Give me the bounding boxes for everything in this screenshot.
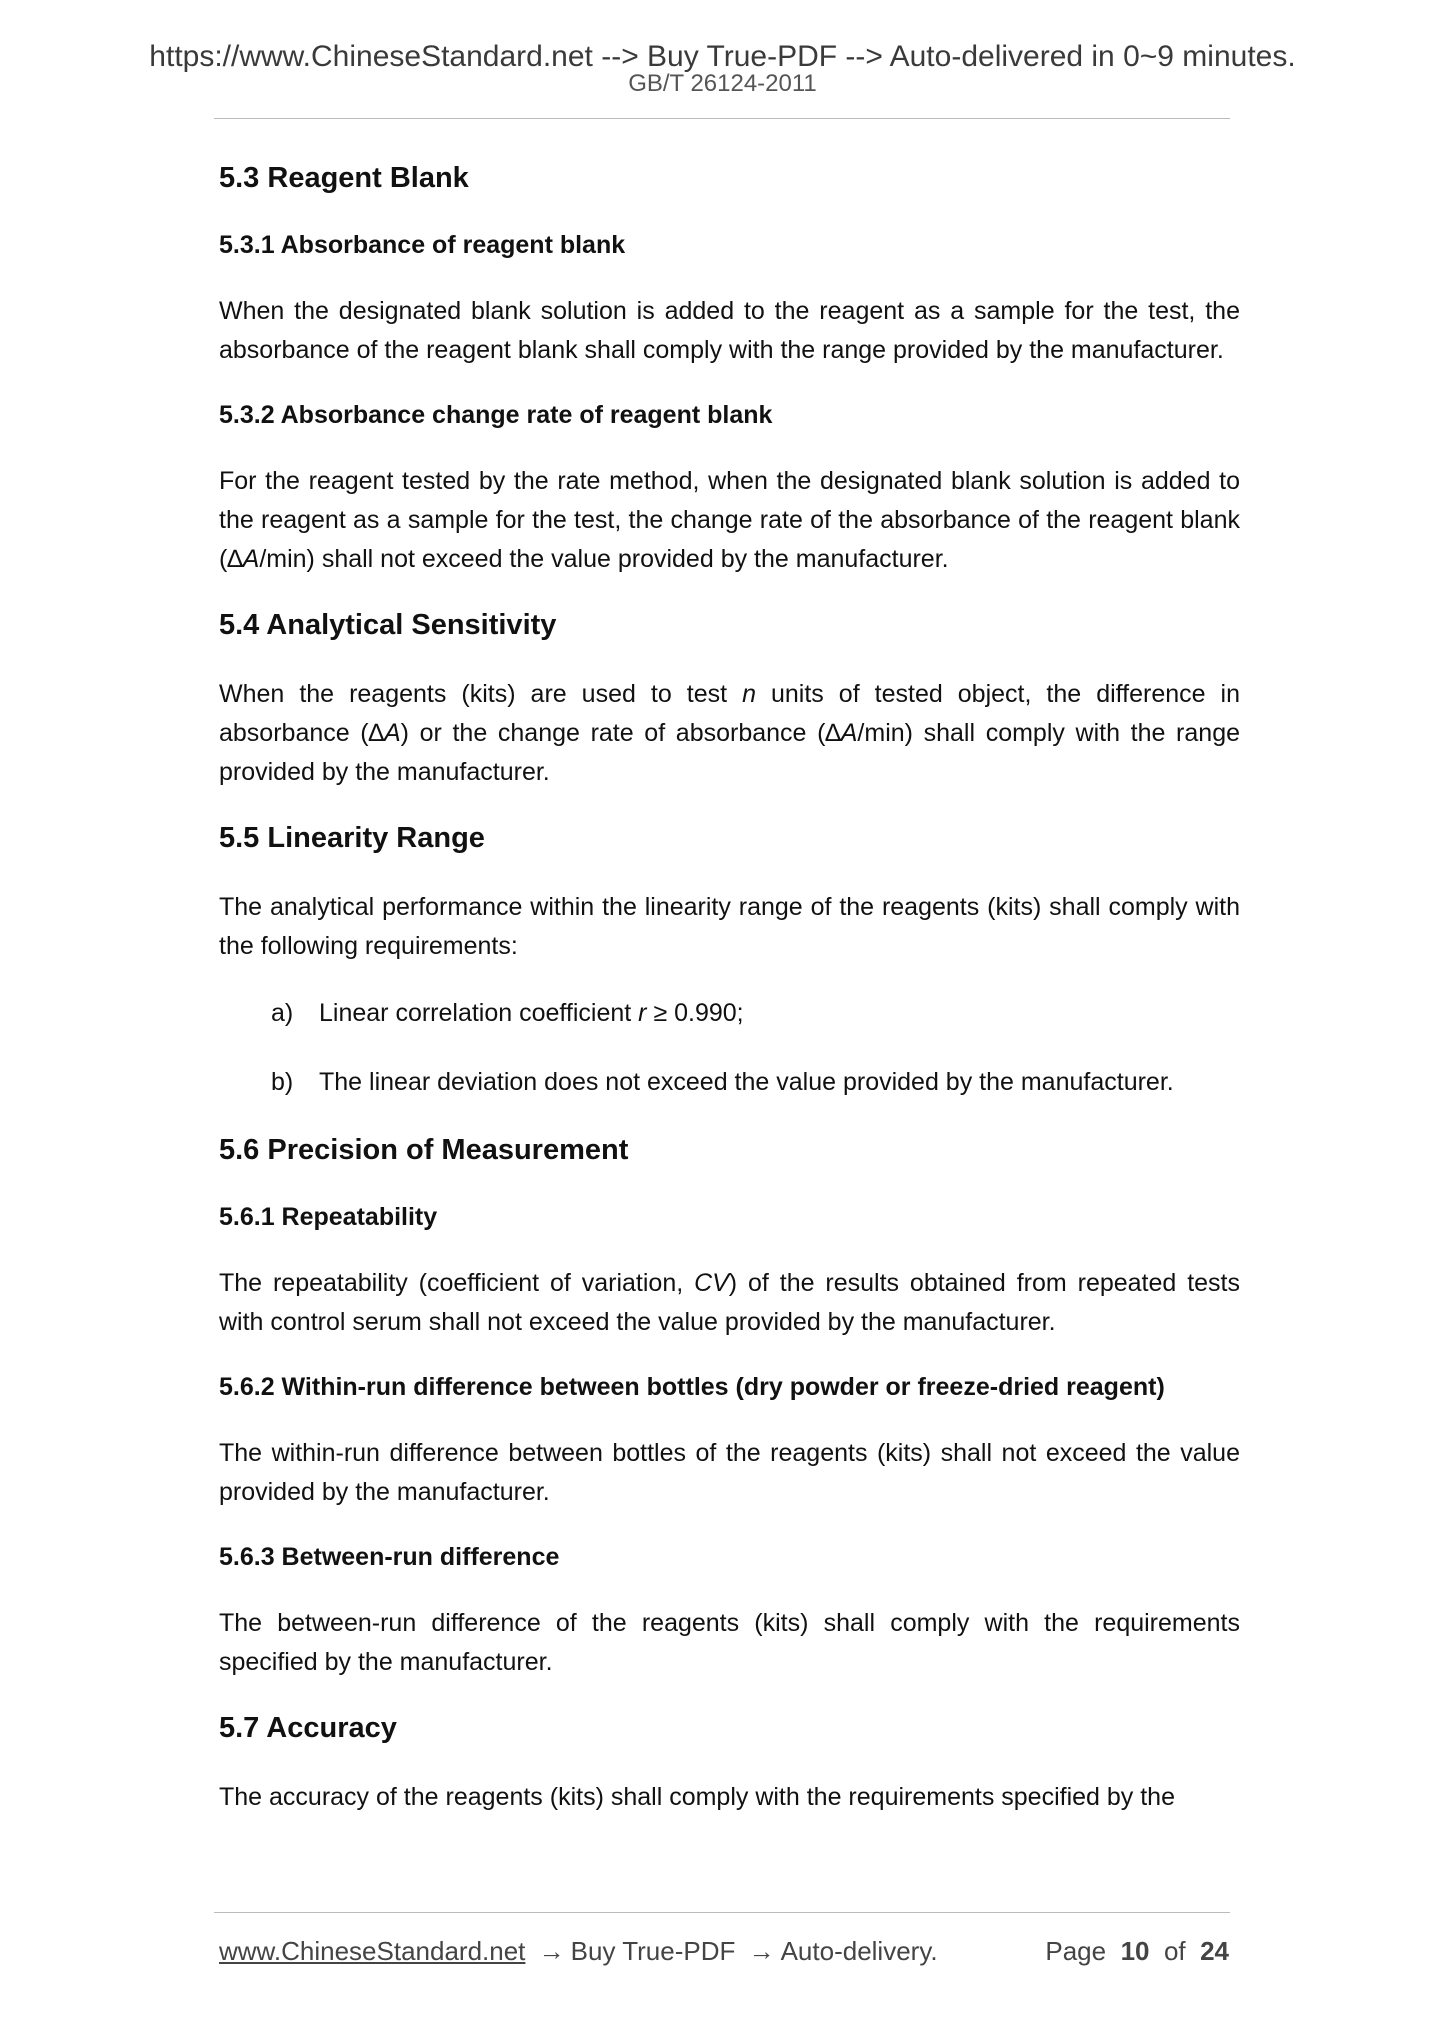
section-5-6-2-heading: 5.6.2 Within-run difference between bottles (dry powder or freeze-dried reagent) xyxy=(219,1373,1165,1401)
list-item-text: Linear correlation coefficient r ≥ 0.990; xyxy=(319,999,744,1027)
page-footer xyxy=(219,1936,1229,1967)
section-5-6-1-heading: 5.6.1 Repeatability xyxy=(219,1203,438,1231)
section-5-3-2-heading: 5.3.2 Absorbance change rate of reagent blank xyxy=(219,401,773,429)
footer-divider xyxy=(214,1912,1230,1913)
document-body xyxy=(219,160,1240,1845)
section-5-6-3-heading: 5.6.3 Between-run difference xyxy=(219,1543,560,1571)
page-total: 24 xyxy=(1200,1936,1229,1966)
section-5-4-heading: 5.4 Analytical Sensitivity xyxy=(219,609,557,641)
section-5-5-heading: 5.5 Linearity Range xyxy=(219,822,485,854)
section-5-7-text: The accuracy of the reagents (kits) shall comply with the requirements specified by the xyxy=(219,1783,1175,1811)
list-marker: b) xyxy=(271,1068,294,1096)
section-5-6-heading: 5.6 Precision of Measurement xyxy=(219,1134,629,1166)
top-banner[interactable]: https://www.ChineseStandard.net --> Buy True-PDF --> Auto-delivered in 0~9 minutes. xyxy=(149,40,1296,73)
section-5-3-heading: 5.3 Reagent Blank xyxy=(219,162,469,194)
section-5-4-text: When the reagents (kits) are used to test n units of tested object, the difference in absorbance (∆A) or the change rate of absorbance (∆A/min) shall comply with the range provided by the manufacturer. xyxy=(219,680,1240,786)
footer-links xyxy=(219,1936,938,1967)
arrow-right-icon: → xyxy=(538,1936,565,1966)
list-item-text: The linear deviation does not exceed the value provided by the manufacturer. xyxy=(319,1068,1174,1096)
page-indicator: Page 10 of 24 xyxy=(1045,1936,1229,1966)
section-5-3-2-text: For the reagent tested by the rate method, when the designated blank solution is added to the reagent as a sample for the test, the change rate of the absorbance of the reagent blank (∆A/min) shall not exceed the value provided by the manufacturer. xyxy=(219,467,1240,573)
section-5-6-3-text: The between-run difference of the reagents (kits) shall comply with the requirements specified by the manufacturer. xyxy=(219,1609,1240,1676)
list-item xyxy=(271,994,1240,1033)
list-marker: a) xyxy=(271,999,294,1027)
section-5-3-1-text: When the designated blank solution is added to the reagent as a sample for the test, the absorbance of the reagent blank shall comply with the range provided by the manufacturer. xyxy=(219,297,1240,364)
page-number: 10 xyxy=(1120,1936,1150,1966)
list-item xyxy=(271,1063,1240,1102)
footer-buy-text: Buy True-PDF xyxy=(570,1936,736,1966)
section-5-7-heading: 5.7 Accuracy xyxy=(219,1712,397,1744)
footer-site-link[interactable]: www.ChineseStandard.net xyxy=(219,1936,526,1966)
section-5-3-1-heading: 5.3.1 Absorbance of reagent blank xyxy=(219,231,626,259)
section-5-6-2-text: The within-run difference between bottles of the reagents (kits) shall not exceed the value provided by the manufacturer. xyxy=(219,1439,1240,1506)
header-divider xyxy=(214,118,1230,119)
arrow-right-icon: → xyxy=(748,1936,775,1966)
footer-delivery-text: Auto-delivery. xyxy=(780,1936,938,1966)
section-5-6-1-text: The repeatability (coefficient of variation, CV) of the results obtained from repeated tests with control serum shall not exceed the value provided by the manufacturer. xyxy=(219,1269,1240,1336)
section-5-5-text: The analytical performance within the linearity range of the reagents (kits) shall comply with the following requirements: xyxy=(219,893,1240,960)
standard-number: GB/T 26124-2011 xyxy=(628,70,817,97)
